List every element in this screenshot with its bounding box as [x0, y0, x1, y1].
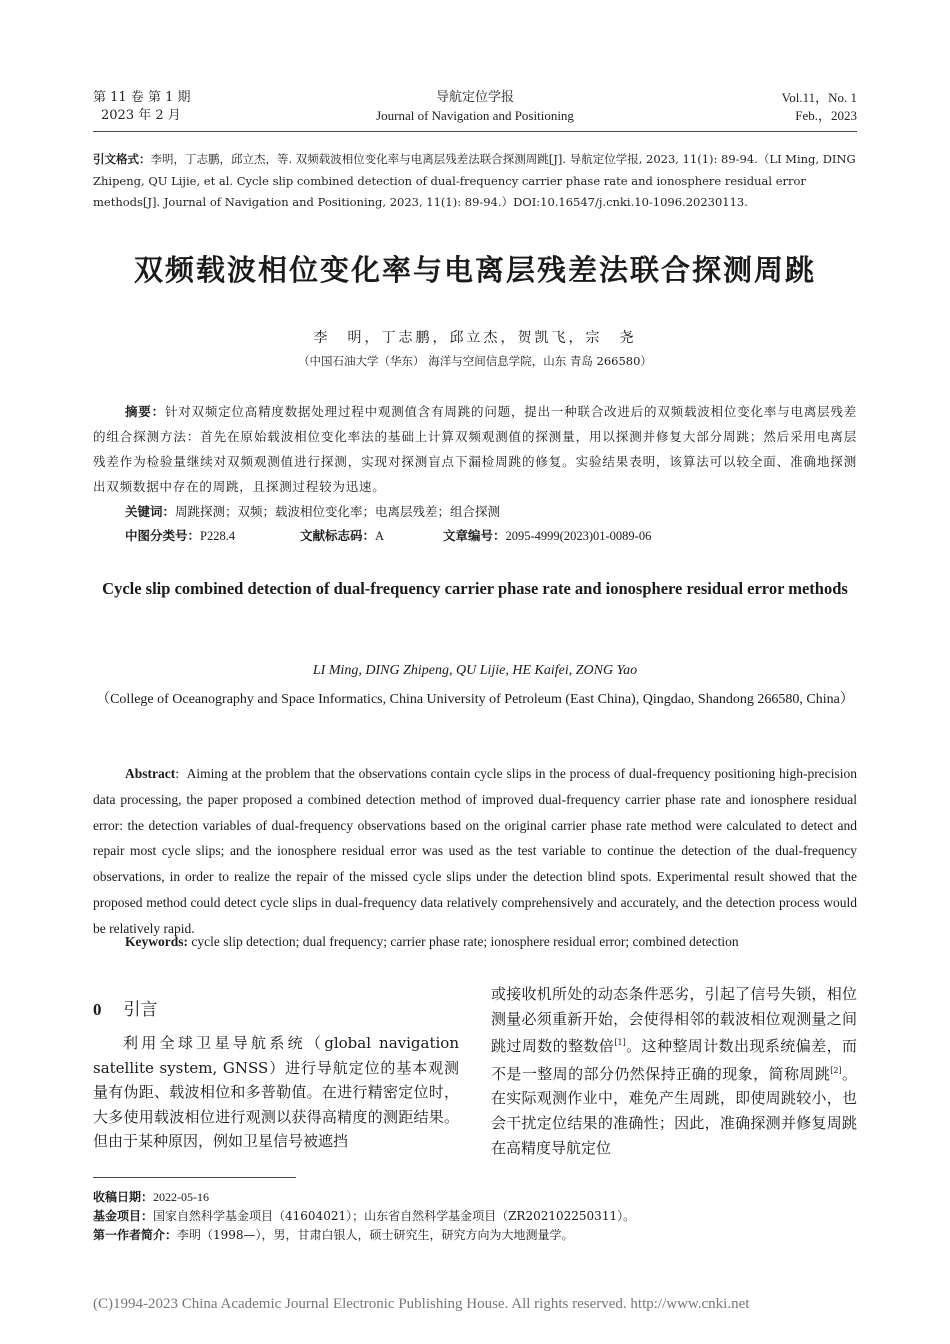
reference-2: [2] [830, 1065, 842, 1075]
footnote-received [93, 1188, 873, 1207]
reference-1: [1] [614, 1038, 626, 1048]
fund-label: 基金项目： [93, 1209, 154, 1223]
footnote-author [93, 1226, 873, 1245]
keywords-en-text: cycle slip detection; dual frequency; carrier phase rate; ionosphere residual error; combined detection [191, 934, 739, 949]
header-volume-zh: 第 11 卷 第 1 期 [93, 90, 191, 105]
header-date-zh: 2023 年 2 月 [101, 108, 181, 123]
header-journal-en: Journal of Navigation and Positioning [376, 108, 574, 123]
author-value: 李明（1998—），男，甘肃白银人，硕士研究生，研究方向为大地测量学。 [177, 1228, 574, 1242]
footnote [93, 1188, 873, 1245]
authors-zh: 李 明，丁志鹏，邱立杰，贺凯飞，宗 尧 [313, 330, 637, 346]
abstract-zh-text: 针对双频定位高精度数据处理过程中观测值含有周跳的问题，提出一种联合改进后的双频载波相位变化率与电离层残差的组合探测方法：首先在原始载波相位变化率法的基础上计算双频观测值的探测量，用以探测并修复大部分周跳；然后采用电离层残差作为检验量继续对双频观测值进行探测，实现对探测盲点下漏检周跳的修复。实验结果表明，该算法可以较全面、准确地探测出双频数据中存在的周跳，且探测过程较为迅速。 [93, 404, 857, 494]
keywords-zh [125, 499, 500, 524]
abstract-zh [93, 399, 857, 499]
affiliation-zh: （中国石油大学（华东） 海洋与空间信息学院，山东 青岛 266580） [298, 354, 652, 368]
header-rule [93, 131, 857, 132]
citation-text: 李明，丁志鹏，邱立杰，等. 双频载波相位变化率与电离层残差法联合探测周跳[J]. 导航定位学报, 2023, 11(1): 89-94.（LI Ming, DING Zhipeng, QU Lijie, et al. Cycle slip combined detection of dual-frequency carrier phase rate and ionosphere residual error methods[J]. Journal of Navigation and Positioning, 2023, 11(1): 89-94.）DOI:10.16547/j.cnki.10-1096.20230113. [93, 152, 856, 209]
author-label: 第一作者简介： [93, 1228, 178, 1242]
authors-en: LI Ming, DING Zhipeng, QU Lijie, HE Kaifei, ZONG Yao [312, 663, 638, 678]
article-number-value: 2095-4999(2023)01-0089-06 [505, 529, 652, 543]
keywords-en-label: Keywords: [125, 934, 188, 949]
clc-number [125, 523, 235, 549]
citation [93, 149, 863, 214]
abstract-en-text: Aiming at the problem that the observations contain cycle slips in the process of dual-frequency positioning high-precision data processing, the paper proposed a combined detection method of improved dual-frequency carrier phase rate and ionosphere residual error: the detection variables of dual-frequency observations based on the original carrier phase rate method were calculated to detect and repair most cycle slips; and the ionosphere residual error was used as the test variable to continue the detection of the dual-frequency observations, in order to realize the repair of the missed cycle slips under the detection blind spots. Experimental result showed that the proposed method could detect cycle slips in dual-frequency data relatively comprehensively and accurately, and the detection process would be relatively rapid. [93, 766, 857, 936]
title-zh: 双频载波相位变化率与电离层残差法联合探测周跳 [133, 253, 816, 287]
body-right-part-2: 。这种整周计数出现系统偏差，而不是一整周的部分仍然保持正确的现象，简称周跳 [491, 1037, 857, 1083]
header-volume-en: Vol.11，No. 1 [781, 90, 857, 105]
body-column-left: 利用全球卫星导航系统（global navigation satellite system, GNSS）进行导航定位的基本观测量有伪距、载波相位和多普勒值。在进行精密定位时，大多使用载波相位进行观测以获得高精度的测距结果。但由于某种原因，例如卫星信号被遮挡 [93, 1034, 459, 1151]
section-title: 引言 [123, 1000, 158, 1020]
body-right-part-3: 。在实际观测作业中，难免产生周跳，即使周跳较小，也会干扰定位结果的准确性；因此，准确探测并修复周跳在高精度导航定位 [491, 1064, 857, 1157]
copyright-watermark: (C)1994-2023 China Academic Journal Electronic Publishing House. All rights reserved. http://www.cnki.net [93, 1296, 750, 1312]
header-date-en: Feb.，2023 [795, 108, 857, 123]
keywords-zh-text: 周跳探测；双频；载波相位变化率；电离层残差；组合探测 [175, 504, 501, 519]
document-code-label: 文献标志码： [300, 528, 376, 543]
citation-label: 引文格式： [93, 152, 151, 166]
document-code-value: A [375, 529, 385, 543]
article-number-label: 文章编号： [443, 528, 506, 543]
body-right-part-1: 或接收机所处的动态条件恶劣，引起了信号失锁，相位测量必须重新开始，会使得相邻的载波相位观测量之间跳过周数的整数倍 [491, 985, 857, 1056]
clc-value: P228.4 [200, 529, 236, 543]
document-code [300, 523, 384, 549]
footnote-fund [93, 1207, 873, 1226]
header-journal-zh: 导航定位学报 [435, 90, 514, 105]
footnote-rule [93, 1177, 296, 1178]
clc-label: 中图分类号： [125, 528, 201, 543]
body-column-right [491, 982, 857, 1160]
title-en: Cycle slip combined detection of dual-frequency carrier phase rate and ionosphere residual error methods [102, 579, 848, 598]
section-number: 0 [93, 1000, 102, 1019]
abstract-zh-label: 摘要： [125, 404, 165, 419]
keywords-en [125, 934, 865, 950]
fund-value: 国家自然科学基金项目（41604021）；山东省自然科学基金项目（ZR202102250311）。 [153, 1209, 636, 1223]
article-number [443, 523, 651, 549]
received-value: 2022-05-16 [153, 1190, 210, 1204]
section-heading [93, 995, 158, 1020]
keywords-zh-label: 关键词： [125, 504, 176, 519]
affiliation-en: （College of Oceanography and Space Informatics, China University of Petroleum (East China), Qingdao, Shandong 266580, China） [96, 692, 854, 707]
abstract-en: Abstract: Aiming at the problem that the observations contain cycle slips in the process of dual-frequency positioning high-precision data processing, the paper proposed a combined detection method of improved dual-frequency carrier phase rate and ionosphere residual error: the detection variables of dual-frequency observations based on the original carrier phase rate method were calculated to detect and repair most cycle slips; and the ionosphere residual error was used as the test variable to continue the detection of the dual-frequency observations, in order to realize the repair of the missed cycle slips under the detection blind spots. Experimental result showed that the proposed method could detect cycle slips in dual-frequency data relatively comprehensively and accurately, and the detection process would be relatively rapid. [93, 766, 857, 936]
abstract-en-label: Abstract [125, 766, 176, 781]
received-label: 收稿日期： [93, 1190, 154, 1204]
